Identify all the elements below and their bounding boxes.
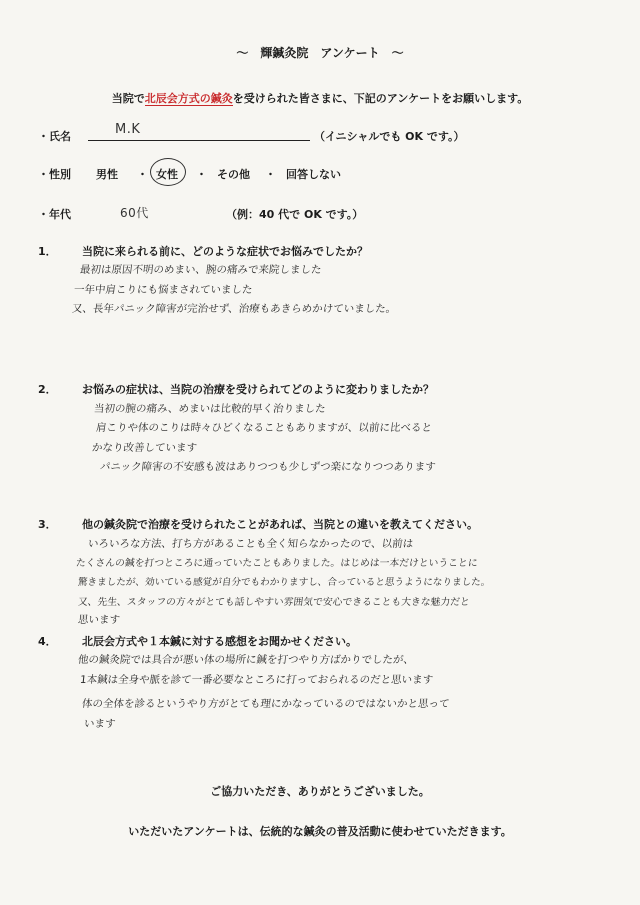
gender-option-male: 男性 [96, 168, 118, 181]
age-value: 60代 [120, 206, 149, 220]
name-label: ・氏名 [38, 130, 71, 143]
footer-note: いただいたアンケートは、伝統的な鍼灸の普及活動に使わせていただきます。 [128, 825, 512, 838]
answer-line: たくさんの鍼を打つところに通っていたこともありました。はじめは一本だけということに [75, 558, 479, 569]
name-note: （イニシャルでも OK です。） [314, 130, 465, 143]
question-text: 当院に来られる前に、どのような症状でお悩みでしたか？ [82, 245, 368, 258]
answer-line: います [83, 718, 117, 730]
answer-line: 一年中肩こりにも悩まされていました [73, 284, 254, 296]
gender-option-no-answer: 回答しない [286, 168, 341, 181]
answer-line: 思います [77, 614, 121, 626]
gender-sep-1: ・ [137, 168, 148, 181]
answer-line: パニック障害の不安感も波はありつつも少しずつ楽になりつつあります [99, 461, 437, 473]
answer-line: 他の鍼灸院では具合が悪い体の場所に鍼を打つやり方ばかりでしたが、 [77, 654, 415, 666]
age-label: ・年代 [38, 208, 71, 221]
question-number: 2． [38, 383, 57, 396]
intro-post: を受けられた皆さまに、下記のアンケートをお願いします。 [232, 92, 529, 105]
gender-sep-3: ・ [265, 168, 276, 181]
question-text: 北辰会方式や１本鍼に対する感想をお聞かせください。 [82, 635, 357, 648]
question-text: 他の鍼灸院で治療を受けられたことがあれば、当院との違いを教えてください。 [82, 518, 478, 531]
name-underline [88, 140, 310, 141]
name-value: M.K [115, 122, 141, 137]
question-number: 3． [38, 518, 57, 531]
answer-line: 驚きましたが、効いている感覚が自分でもわかりますし、合っていると思うようになりました。 [77, 577, 491, 588]
selected-circle-mark [150, 158, 186, 186]
gender-option-other: その他 [217, 168, 250, 181]
question-number: 4． [38, 635, 57, 648]
answer-line: 体の全体を診るというやり方がとても理にかなっているのではないかと思って [81, 698, 451, 710]
answer-line: 当初の腕の痛み、めまいは比較的早く治りました [93, 403, 327, 415]
thanks-text: ご協力いただき、ありがとうございました。 [210, 785, 430, 798]
answer-line: 又、長年パニック障害が完治せず、治療もあきらめかけていました。 [71, 303, 397, 315]
answer-line: 最初は原因不明のめまい、腕の痛みで来院しました [79, 264, 323, 276]
question-text: お悩みの症状は、当院の治療を受けられてどのように変わりましたか？ [82, 383, 434, 396]
answer-line: かなり改善しています [91, 442, 198, 454]
age-note: （例：40 代で OK です。） [226, 208, 364, 221]
answer-line: 1本鍼は全身や脈を診て一番必要なところに打っておられるのだと思います [79, 674, 434, 686]
question-number: 1． [38, 245, 57, 258]
gender-option-female: 女性 [156, 168, 178, 181]
intro-pre: 当院で [111, 92, 145, 105]
page-title: ～ 輝鍼灸院 アンケート ～ [236, 46, 404, 60]
intro-highlight: 北辰会方式の鍼灸 [144, 92, 233, 105]
gender-sep-2: ・ [196, 168, 207, 181]
answer-line: 又、先生、スタッフの方々がとても話しやすい雰囲気で安心できることも大きな魅力だと [77, 597, 471, 608]
gender-label: ・性別 [38, 168, 71, 181]
answer-line: いろいろな方法、打ち方があることも全く知らなかったので、以前は [87, 538, 414, 550]
answer-line: 肩こりや体のこりは時々ひどくなることもありますが、以前に比べると [95, 422, 433, 434]
intro-text [0, 90, 640, 106]
